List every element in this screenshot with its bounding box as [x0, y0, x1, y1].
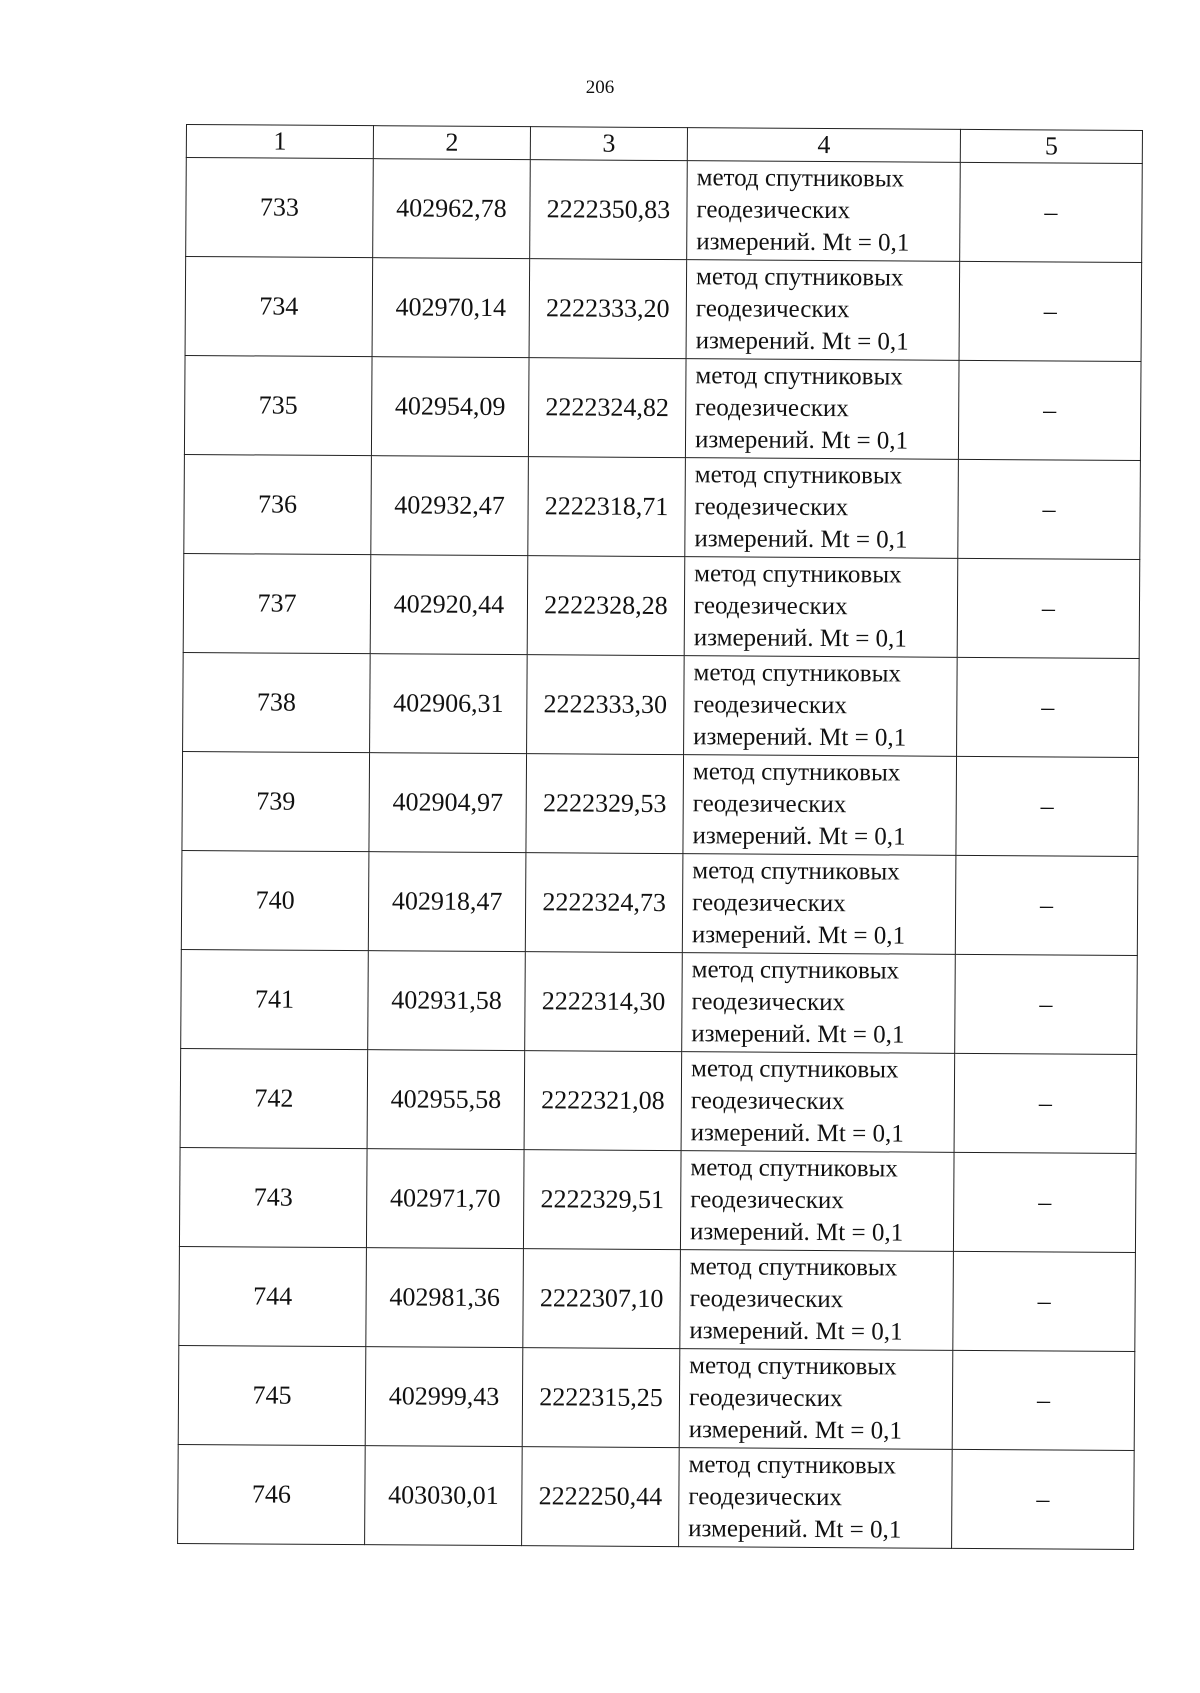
method-line: метод спутниковых — [694, 560, 902, 589]
point-number-cell: 742 — [180, 1048, 368, 1148]
x-coordinate-cell: 402981,36 — [366, 1248, 524, 1348]
method-line: геодезических — [696, 196, 851, 225]
method-line: измерений. Mt = 0,1 — [693, 723, 907, 752]
x-coordinate-cell: 402955,58 — [367, 1050, 525, 1150]
point-number-cell: 746 — [178, 1444, 366, 1544]
note-cell: – — [952, 1350, 1135, 1450]
method-line: геодезических — [695, 295, 850, 324]
table-row — [178, 1345, 1135, 1450]
method-line: метод спутниковых — [692, 857, 900, 886]
method-cell — [685, 359, 959, 460]
method-line: геодезических — [695, 394, 849, 423]
column-header: 4 — [687, 128, 960, 163]
x-coordinate-cell: 402970,14 — [372, 258, 530, 358]
column-header: 5 — [960, 129, 1142, 163]
method-cell — [687, 161, 961, 262]
method-line: измерений. Mt = 0,1 — [691, 1020, 905, 1049]
method-line: геодезических — [693, 691, 848, 720]
method-cell — [679, 1448, 953, 1549]
table-row — [184, 454, 1141, 559]
method-line: геодезических — [692, 790, 847, 819]
point-number-cell: 741 — [181, 949, 369, 1049]
method-cell — [679, 1349, 953, 1450]
method-line: измерений. Mt = 0,1 — [688, 1515, 902, 1544]
column-header: 1 — [186, 125, 373, 159]
point-number-cell: 733 — [186, 158, 374, 258]
method-line: метод спутниковых — [695, 362, 903, 391]
note-cell: – — [955, 855, 1138, 955]
table-row — [185, 257, 1142, 362]
method-line: метод спутниковых — [690, 1055, 899, 1084]
y-coordinate-cell: 2222315,25 — [522, 1348, 680, 1448]
method-cell — [683, 755, 957, 856]
method-line: метод спутниковых — [689, 1352, 897, 1381]
point-number-cell: 743 — [179, 1147, 367, 1247]
method-line: измерений. Mt = 0,1 — [689, 1218, 904, 1247]
table-row — [179, 1147, 1136, 1252]
table-row — [183, 652, 1140, 757]
y-coordinate-cell: 2222333,30 — [527, 655, 685, 755]
method-line: метод спутниковых — [694, 461, 903, 490]
method-line: измерений. Mt = 0,1 — [690, 1119, 904, 1148]
note-cell: – — [957, 657, 1140, 757]
method-line: метод спутниковых — [689, 1253, 898, 1282]
column-header: 3 — [530, 127, 687, 161]
point-number-cell: 734 — [185, 257, 373, 357]
x-coordinate-cell: 402904,97 — [369, 753, 527, 853]
note-cell: – — [958, 360, 1141, 460]
y-coordinate-cell: 2222307,10 — [523, 1249, 681, 1349]
method-line: геодезических — [688, 1483, 843, 1512]
x-coordinate-cell: 402954,09 — [371, 357, 529, 457]
table-row — [182, 751, 1139, 856]
point-number-cell: 740 — [181, 850, 369, 950]
y-coordinate-cell: 2222250,44 — [522, 1447, 680, 1547]
method-cell — [682, 953, 956, 1054]
table-row — [179, 1246, 1136, 1351]
method-line: метод спутниковых — [696, 164, 905, 193]
x-coordinate-cell: 402920,44 — [370, 555, 528, 655]
note-cell: – — [957, 558, 1140, 658]
x-coordinate-cell: 402918,47 — [368, 852, 526, 952]
y-coordinate-cell: 2222333,20 — [529, 259, 687, 359]
table-row — [186, 158, 1143, 263]
method-cell — [684, 557, 958, 658]
method-line: измерений. Mt = 0,1 — [692, 822, 906, 851]
method-line: измерений. Mt = 0,1 — [688, 1416, 902, 1445]
note-cell: – — [953, 1251, 1136, 1351]
note-cell: – — [955, 954, 1138, 1054]
x-coordinate-cell: 402932,47 — [371, 456, 529, 556]
method-line: метод спутниковых — [688, 1451, 897, 1480]
x-coordinate-cell: 402931,58 — [368, 951, 526, 1051]
note-cell: – — [952, 1449, 1135, 1549]
method-cell — [681, 1052, 955, 1153]
y-coordinate-cell: 2222329,51 — [523, 1150, 681, 1250]
method-line: геодезических — [689, 1285, 844, 1314]
note-cell: – — [953, 1152, 1136, 1252]
y-coordinate-cell: 2222318,71 — [528, 457, 686, 557]
method-line: измерений. Mt = 0,1 — [693, 624, 907, 653]
method-cell — [686, 260, 960, 361]
coordinates-table-wrapper — [177, 124, 1142, 1550]
note-cell: – — [954, 1053, 1137, 1153]
y-coordinate-cell: 2222321,08 — [524, 1051, 682, 1151]
table-row — [178, 1444, 1135, 1549]
x-coordinate-cell: 403030,01 — [365, 1446, 523, 1546]
point-number-cell: 745 — [178, 1345, 366, 1445]
x-coordinate-cell: 402999,43 — [365, 1347, 523, 1447]
point-number-cell: 736 — [184, 454, 372, 554]
method-line: измерений. Mt = 0,1 — [694, 525, 908, 554]
method-line: геодезических — [691, 988, 846, 1017]
method-line: метод спутниковых — [693, 659, 902, 688]
table-row — [181, 850, 1138, 955]
method-cell — [680, 1250, 954, 1351]
x-coordinate-cell: 402962,78 — [373, 159, 531, 259]
y-coordinate-cell: 2222350,83 — [530, 160, 688, 260]
note-cell: – — [956, 756, 1139, 856]
method-line: метод спутниковых — [690, 1154, 898, 1183]
point-number-cell: 737 — [183, 553, 371, 653]
method-cell — [685, 458, 959, 559]
point-number-cell: 739 — [182, 751, 370, 851]
method-line: измерений. Mt = 0,1 — [695, 327, 909, 356]
y-coordinate-cell: 2222328,28 — [527, 556, 685, 656]
method-cell — [680, 1151, 954, 1252]
table-body — [178, 125, 1143, 1550]
point-number-cell: 744 — [179, 1246, 367, 1346]
method-line: метод спутниковых — [695, 263, 904, 292]
method-line: геодезических — [690, 1186, 844, 1215]
note-cell: – — [960, 162, 1143, 262]
method-line: геодезических — [694, 493, 849, 522]
method-cell — [682, 854, 956, 955]
method-line: измерений. Mt = 0,1 — [691, 921, 906, 950]
point-number-cell: 738 — [183, 652, 371, 752]
y-coordinate-cell: 2222314,30 — [525, 952, 683, 1052]
table-row — [181, 949, 1138, 1054]
point-number-cell: 735 — [184, 355, 372, 455]
column-header: 2 — [373, 126, 530, 160]
note-cell: – — [959, 261, 1142, 361]
x-coordinate-cell: 402971,70 — [366, 1149, 524, 1249]
method-line: измерений. Mt = 0,1 — [689, 1317, 903, 1346]
page-number: 206 — [585, 77, 615, 98]
y-coordinate-cell: 2222329,53 — [526, 754, 684, 854]
method-cell — [684, 656, 958, 757]
y-coordinate-cell: 2222324,73 — [525, 853, 683, 953]
y-coordinate-cell: 2222324,82 — [528, 358, 686, 458]
coordinates-table — [177, 124, 1143, 1550]
table-row — [183, 553, 1140, 658]
method-line: геодезических — [693, 592, 848, 621]
table-row — [180, 1048, 1137, 1153]
note-cell: – — [958, 459, 1141, 559]
method-line: метод спутниковых — [691, 956, 900, 985]
method-line: геодезических — [690, 1087, 845, 1116]
method-line: геодезических — [688, 1384, 843, 1413]
method-line: измерений. Mt = 0,1 — [696, 228, 910, 257]
method-line: геодезических — [692, 889, 846, 918]
x-coordinate-cell: 402906,31 — [370, 654, 528, 754]
table-row — [184, 355, 1141, 460]
method-line: измерений. Mt = 0,1 — [694, 426, 909, 455]
method-line: метод спутниковых — [692, 758, 901, 787]
